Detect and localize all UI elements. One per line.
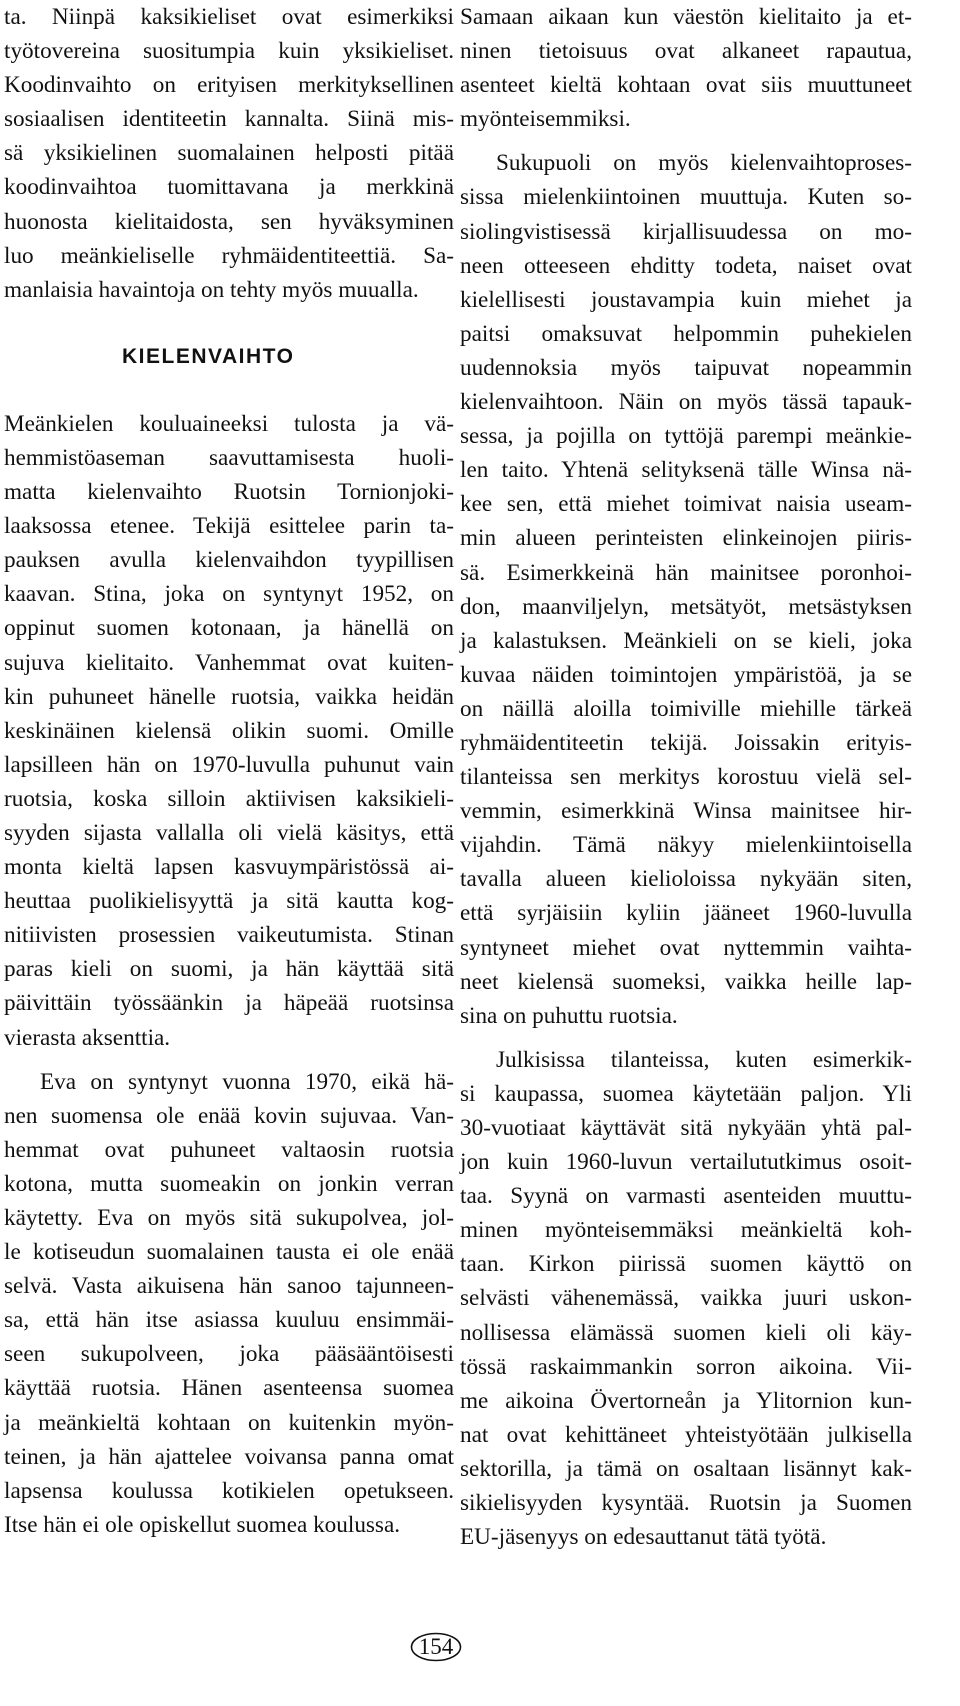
text-line: keskinäinen kielensä olikin suomi. Omille [4,717,454,744]
text-line: me aikoina Övertorneån ja Ylitornion kun- [460,1387,912,1414]
text-line: että syrjäisiin kyliin jääneet 1960-luvulla [460,900,912,927]
text-line: kee sen, että miehet toimivat naisia useam- [460,491,912,518]
text-line: nen suomensa ole enää kovin sujuvaa. Van- [4,1102,454,1129]
page-number-badge [410,1632,462,1662]
paragraph-julkiset-tilanteet [460,1043,912,1554]
text-line: don, maanviljelyn, metsätyöt, metsästyksen [460,593,912,620]
text-line: vemmin, esimerkkinä Winsa mainitsee hir- [460,798,912,825]
text-line: minen myönteisemmäksi meänkieltä koh- [460,1217,912,1244]
text-line: syntyneet miehet ovat nyttemmin vaihta- [460,934,912,961]
text-line: päivittäin työssäänkin ja häpeää ruotsinsa [4,990,454,1017]
text-line: asenteet kieltä kohtaan ovat siis muuttuneet [460,72,912,99]
text-line: ta. Niinpä kaksikieliset ovat esimerkiksi [4,4,454,30]
page-number: 154 [418,1634,454,1659]
text-line: ninen tietoisuus ovat alkaneet rapautua, [460,38,912,65]
text-line: neen otteeseen ehditty todeta, naiset ovat [460,252,912,279]
text-line: käytetty. Eva on myös sitä sukupolvea, jol- [4,1205,454,1231]
text-line: ja kalastuksen. Meänkieli on se kieli, joka [460,627,912,654]
text-line: taan. Kirkon piirissä suomen käyttö on [460,1251,912,1278]
text-line: sa, että hän itse asiassa kuuluu ensimmäi- [4,1307,454,1334]
text-line: sosiaalisen identiteetin kannalta. Siinä mis- [4,106,454,133]
text-line: heuttaa puolikielisyyttä ja sitä kautta kog- [4,888,454,915]
text-line: paitsi omaksuvat helpommin puhekielen [460,320,912,347]
text-line: huonosta kielitaidosta, sen hyväksyminen [4,208,454,235]
text-line: tilanteissa sen merkitys korostuu vielä sel- [460,764,912,791]
text-line: Eva on syntynyt vuonna 1970, eikä hä- [40,1068,454,1095]
paragraph-spacer [460,136,912,146]
text-line: Sukupuoli on myös kielenvaihtoproses- [496,150,912,177]
text-line: käyttää ruotsia. Hänen asenteensa suomea [4,1375,454,1402]
heading-spacer [4,307,454,337]
paragraph-kielenvaihto [4,407,454,1055]
text-line: tavalla alueen kielioloissa nykyään siten, [460,866,912,893]
text-line: sektorilla, ja tämä on osaltaan lisännyt kak- [460,1455,912,1482]
text-line: työtovereina suositumpia kuin yksikieliset. [4,38,454,65]
text-line: paras kieli on suomi, ja hän käyttää sitä [4,956,454,983]
text-line: ja meänkieltä kohtaan on kuitenkin myön- [4,1409,454,1436]
text-line: taa. Syynä on varmasti asenteiden muuttu- [460,1183,912,1210]
text-line: nitiivisten prosessien vaikeutumista. Stinan [4,922,454,949]
text-line: laaksossa etenee. Tekijä esittelee parin ta- [4,513,454,540]
text-line: sina on puhuttu ruotsia. [460,1002,678,1029]
text-line: hemmat ovat puhuneet valtaosin ruotsia [4,1136,454,1163]
text-line: vierasta aksenttia. [4,1024,171,1051]
text-line: selvästi vähenemässä, vaikka juuri uskon- [460,1285,912,1312]
text-line: kielenvaihtoon. Näin on myös tässä tapauk- [460,389,912,416]
text-line: kin puhuneet hänelle ruotsia, vaikka heidän [4,683,454,710]
section-heading: KIELENVAIHTO [122,344,295,368]
text-line: oppinut suomen kotonaan, ja hänellä on [4,615,454,642]
paragraph-sukupuoli [460,146,912,1032]
text-line: le kotiseudun suomalainen tausta ei ole enää [4,1239,454,1266]
text-line: len taito. Yhtenä selityksenä tälle Winsa nä- [460,457,912,484]
text-line: matta kielenvaihto Ruotsin Tornionjoki- [4,479,454,506]
paragraph-spacer [460,1033,912,1043]
text-line: siolingvistisessä kirjallisuudessa on mo- [460,218,912,245]
text-line: kuvaa näiden toimintojen ympäristöä, ja se [460,661,912,688]
text-line: sä. Esimerkkeinä hän mainitsee poronhoi- [460,559,912,586]
text-line: lapsilleen hän on 1970-luvulla puhunut vain [4,751,454,778]
text-line: monta kieltä lapsen kasvuympäristössä ai- [4,854,454,881]
text-line: vijahdin. Tämä näkyy mielenkiintoisella [460,832,912,859]
text-line: luo meänkieliselle ryhmäidentiteettiä. Sa- [4,242,454,269]
text-line: manlaisia havaintoja on tehty myös muualla. [4,276,419,303]
text-line: kielellisesti joustavampia kuin miehet ja [460,286,912,313]
paragraph-spacer [4,1055,454,1065]
text-line: tössä raskaimmankin sorron aikoina. Vii- [460,1353,912,1380]
paragraph-asenteet [460,0,912,136]
text-line: teinen, ja hän ajattelee voivansa panna omat [4,1443,454,1470]
text-line: hemmistöaseman saavuttamisesta huoli- [4,444,454,471]
text-line: myönteisemmiksi. [460,106,631,133]
text-line: si kaupassa, suomea käytetään paljon. Yli [460,1080,912,1107]
text-line: kaavan. Stina, joka on syntynyt 1952, on [4,581,454,608]
text-line: uudennoksia myös taipuvat nopeammin [460,354,912,381]
text-line: seen sukupolveen, joka pääsääntöisesti [4,1341,454,1368]
text-line: nat ovat kehittäneet yhteistyötään julkisella [460,1421,912,1448]
text-line: syyden sijasta vallalla oli vielä käsitys, että [4,819,454,846]
text-line: Samaan aikaan kun väestön kielitaito ja et- [460,4,912,30]
text-line: selvä. Vasta aikuisena hän sanoo tajunneen- [4,1273,454,1300]
text-line: neet kielensä suomeksi, vaikka heille lap- [460,968,912,995]
text-line: pauksen avulla kielenvaihdon tyypillisen [4,547,454,574]
text-line: sissa mielenkiintoinen muuttuja. Kuten so- [460,184,912,211]
text-line: sä yksikielinen suomalainen helposti pitää [4,140,454,167]
text-line: nollisessa elämässä suomen kieli oli käy- [460,1319,912,1346]
text-line: jon kuin 1960-luvun vertailututkimus osoit- [460,1149,912,1176]
text-line: kotona, mutta suomeakin on jonkin verran [4,1170,454,1197]
text-line: sujuva kielitaito. Vanhemmat ovat kuiten- [4,649,454,676]
right-column [460,0,912,1554]
text-line: on näillä aloilla toimiville miehille tärkeä [460,695,912,722]
intro-paragraph [4,0,454,307]
text-line: 30-vuotiaat käyttävät sitä nykyään yhtä pal- [460,1115,912,1141]
text-line: ryhmäidentiteetin tekijä. Joissakin erityis- [460,729,912,756]
text-line: min alueen perinteisten elinkeinojen piiris- [460,525,912,552]
text-line: Julkisissa tilanteissa, kuten esimerkik- [496,1046,912,1073]
text-line: sikielisyyden kysyntää. Ruotsin ja Suomen [460,1490,912,1517]
text-line: ruotsia, koska silloin aktiivisen kaksikieli- [4,785,454,812]
left-column [4,0,454,1542]
text-line: Itse hän ei ole opiskellut suomea koulussa. [4,1511,401,1538]
text-line: Meänkielen kouluaineeksi tulosta ja vä- [4,410,454,437]
heading-spacer [4,377,454,407]
paragraph-eva [4,1065,454,1542]
text-line: koodinvaihtoa tuomittavana ja merkkinä [4,174,454,201]
text-line: lapsensa koulussa kotikielen opetukseen. [4,1477,454,1504]
text-line: EU-jäsenyys on edesauttanut tätä työtä. [460,1524,827,1551]
text-line: Koodinvaihto on erityisen merkityksellinen [4,72,454,99]
text-line: sessa, ja pojilla on tyttöjä parempi meänkie- [460,423,912,450]
